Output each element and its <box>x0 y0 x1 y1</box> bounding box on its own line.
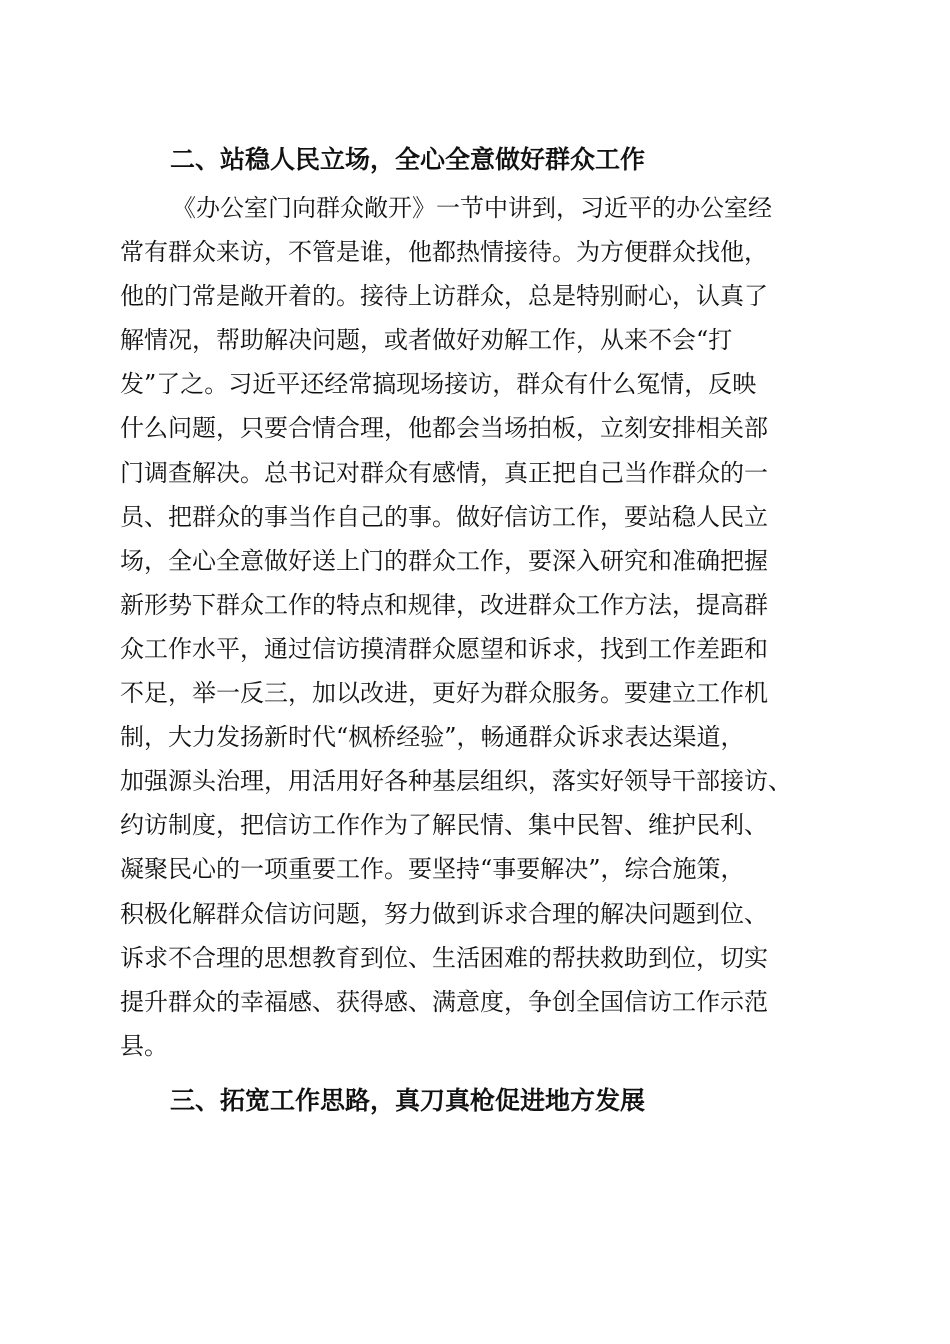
paragraph-line: 积极化解群众信访问题，努力做到诉求合理的解决问题到位、 <box>120 899 768 928</box>
paragraph-line: 凝聚民心的一项重要工作。要坚持“事要解决”，综合施策， <box>120 855 745 884</box>
section-two-paragraph <box>120 186 832 1068</box>
paragraph-line: 提升群众的幸福感、获得感、满意度，争创全国信访工作示范 <box>120 987 768 1016</box>
paragraph-line: 新形势下群众工作的特点和规律，改进群众工作方法，提高群 <box>120 590 768 619</box>
paragraph-line: 什么问题，只要合情合理，他都会当场拍板，立刻安排相关部 <box>120 414 768 443</box>
paragraph-line: 解情况，帮助解决问题，或者做好劝解工作，从来不会“打 <box>120 326 733 355</box>
section-heading-three: 三、拓宽工作思路，真刀真枪促进地方发展 <box>170 1086 646 1115</box>
paragraph-line: 县。 <box>120 1031 168 1060</box>
paragraph-line: 发”了之。习近平还经常搞现场接访，群众有什么冤情，反映 <box>120 370 757 399</box>
paragraph-line: 员、把群众的事当作自己的事。做好信访工作，要站稳人民立 <box>120 502 768 531</box>
paragraph-line: 门调查解决。总书记对群众有感情，真正把自己当作群众的一 <box>120 458 768 487</box>
paragraph-line: 约访制度，把信访工作作为了解民情、集中民智、维护民利、 <box>120 811 768 840</box>
paragraph-line: 加强源头治理，用活用好各种基层组织，落实好领导干部接访、 <box>120 767 792 796</box>
paragraph-line: 常有群众来访，不管是谁，他都热情接待。为方便群众找他， <box>120 238 768 267</box>
paragraph-line: 《办公室门向群众敞开》一节中讲到，习近平的办公室经 <box>172 194 772 222</box>
paragraph-line: 众工作水平，通过信访摸清群众愿望和诉求，找到工作差距和 <box>120 634 768 663</box>
paragraph-line: 诉求不合理的思想教育到位、生活困难的帮扶救助到位，切实 <box>120 943 768 972</box>
section-heading-two: 二、站稳人民立场，全心全意做好群众工作 <box>170 145 646 174</box>
paragraph-line: 不足，举一反三，加以改进，更好为群众服务。要建立工作机 <box>120 679 768 708</box>
paragraph-line: 场，全心全意做好送上门的群众工作，要深入研究和准确把握 <box>120 546 768 575</box>
paragraph-line: 制，大力发扬新时代“枫桥经验”，畅通群众诉求表达渠道， <box>120 723 745 752</box>
paragraph-line: 他的门常是敞开着的。接待上访群众，总是特别耐心，认真了 <box>120 282 768 311</box>
